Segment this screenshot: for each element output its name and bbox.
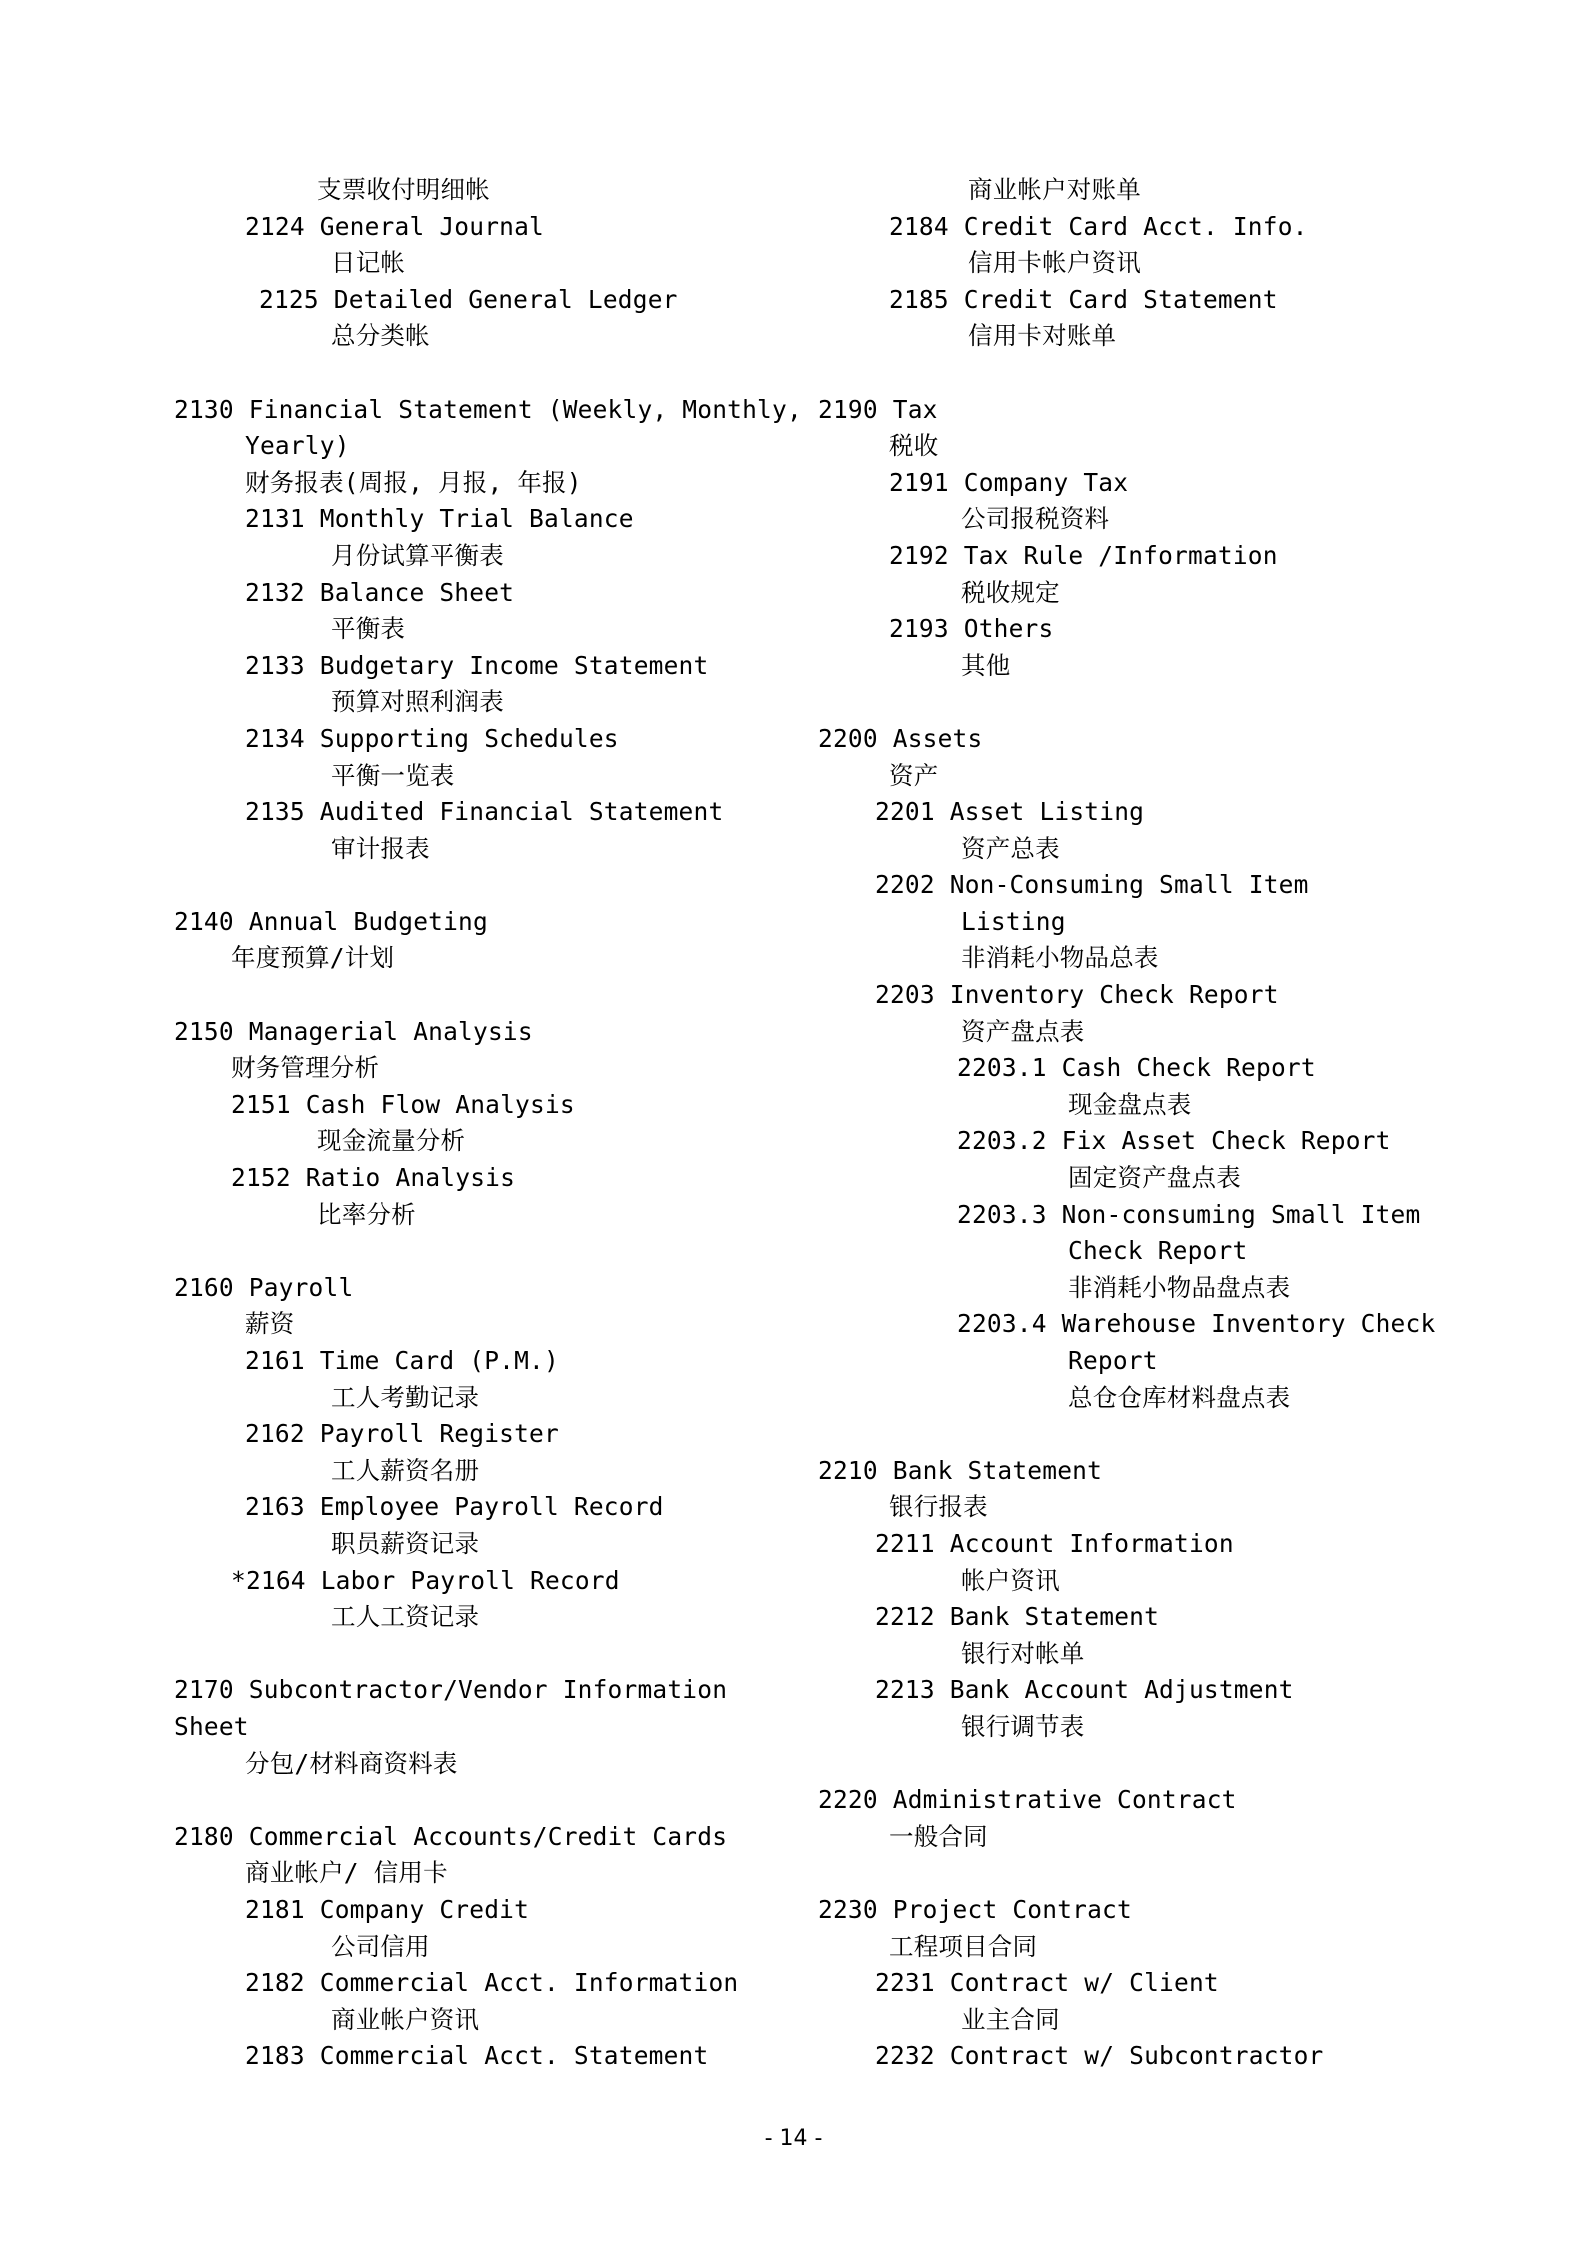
right-column xyxy=(818,172,1458,2075)
index-entry: 2161 Time Card (P.M.) xyxy=(245,1346,559,1375)
index-entry: 2203.4 Warehouse Inventory Check xyxy=(957,1309,1436,1339)
index-entry: 2140 Annual Budgeting xyxy=(174,906,488,936)
blank-line xyxy=(818,684,1458,721)
index-entry: 2124 General Journal xyxy=(245,211,545,241)
index-entry: 平衡表 xyxy=(331,614,406,644)
index-entry: 非消耗小物品总表 xyxy=(961,943,1159,973)
index-entry: 一般合同 xyxy=(889,1821,988,1851)
index-entry: 2133 Budgetary Income Statement xyxy=(245,650,709,680)
index-entry: 2202 Non-Consuming Small Item xyxy=(875,870,1309,900)
index-entry: Report xyxy=(1068,1346,1158,1375)
index-entry: 2134 Supporting Schedules xyxy=(245,723,619,753)
index-entry: 2201 Asset Listing xyxy=(875,797,1145,827)
index-entry: 2210 Bank Statement xyxy=(818,1455,1103,1485)
index-entry: 工人薪资名册 xyxy=(331,1455,480,1485)
index-entry: 帐户资讯 xyxy=(961,1565,1060,1595)
index-entry: 2152 Ratio Analysis xyxy=(231,1163,516,1193)
index-entry: Yearly) xyxy=(245,431,350,461)
index-entry: 2130 Financial Statement (Weekly, Monthly, xyxy=(174,394,802,424)
index-entry: Sheet xyxy=(174,1711,249,1741)
index-entry: 资产总表 xyxy=(961,833,1060,863)
index-entry: 2182 Commercial Acct. Information xyxy=(245,1968,739,1998)
blank-line xyxy=(174,867,774,904)
index-entry: 业主合同 xyxy=(961,2004,1060,2034)
index-entry: 2150 Managerial Analysis xyxy=(174,1016,533,1046)
index-entry: 2190 Tax xyxy=(818,394,938,424)
blank-line xyxy=(174,1782,774,1819)
index-entry: 银行对帐单 xyxy=(961,1638,1085,1668)
index-entry: 2191 Company Tax xyxy=(889,467,1129,497)
index-entry: 商业帐户资讯 xyxy=(331,2004,480,2034)
index-entry: 职员薪资记录 xyxy=(331,1528,480,1558)
index-entry: 银行报表 xyxy=(889,1492,988,1522)
blank-line xyxy=(174,1233,774,1270)
index-entry: 2151 Cash Flow Analysis xyxy=(231,1089,575,1119)
index-entry: 2213 Bank Account Adjustment xyxy=(875,1675,1294,1705)
blank-line xyxy=(818,355,1458,392)
index-entry: 2125 Detailed General Ledger xyxy=(259,284,678,314)
index-entry: 分包/材料商资料表 xyxy=(245,1748,458,1778)
index-entry: 平衡一览表 xyxy=(331,760,455,790)
index-entry: 2181 Company Credit xyxy=(245,1894,530,1924)
index-entry: 财务管理分析 xyxy=(231,1053,380,1083)
index-entry: 2232 Contract w/ Subcontractor xyxy=(875,2041,1324,2071)
index-entry: 2184 Credit Card Acct. Info. xyxy=(889,211,1308,241)
index-entry: 2185 Credit Card Statement xyxy=(889,284,1278,314)
index-entry: 2135 Audited Financial Statement xyxy=(245,797,724,827)
index-entry: 2180 Commercial Accounts/Credit Cards xyxy=(174,1821,728,1851)
index-entry: 2170 Subcontractor/Vendor Information xyxy=(174,1675,728,1705)
index-entry: 2192 Tax Rule /Information xyxy=(889,540,1278,570)
index-entry: 2163 Employee Payroll Record xyxy=(245,1492,664,1522)
index-entry: 比率分析 xyxy=(317,1199,416,1229)
index-entry: 公司信用 xyxy=(331,1931,430,1961)
index-entry: 总仓仓库材料盘点表 xyxy=(1068,1382,1291,1412)
blank-line xyxy=(174,977,774,1014)
blank-line xyxy=(174,1636,774,1673)
index-entry: 税收规定 xyxy=(961,577,1060,607)
index-entry: *2164 Labor Payroll Record xyxy=(231,1565,620,1595)
index-entry: 非消耗小物品盘点表 xyxy=(1068,1272,1291,1302)
index-entry: 2231 Contract w/ Client xyxy=(875,1968,1219,1998)
index-entry: 税收 xyxy=(889,431,939,461)
index-entry: 2212 Bank Statement xyxy=(875,1602,1160,1632)
index-entry: 资产盘点表 xyxy=(961,1016,1085,1046)
index-entry: 固定资产盘点表 xyxy=(1068,1163,1241,1193)
index-entry: 公司报税资料 xyxy=(961,504,1110,534)
index-entry: 2200 Assets xyxy=(818,723,983,753)
index-entry: 2160 Payroll xyxy=(174,1272,354,1302)
index-entry: 薪资 xyxy=(245,1309,295,1339)
index-entry: 信用卡对账单 xyxy=(968,321,1117,351)
blank-line xyxy=(818,1855,1458,1892)
index-entry: 2132 Balance Sheet xyxy=(245,577,515,607)
blank-line xyxy=(818,1746,1458,1783)
index-entry: 2162 Payroll Register xyxy=(245,1419,559,1449)
index-entry: 2220 Administrative Contract xyxy=(818,1785,1237,1815)
index-entry: 商业帐户对账单 xyxy=(968,175,1141,204)
index-entry: 财务报表(周报, 月报, 年报) xyxy=(245,467,582,497)
index-entry: 2203.1 Cash Check Report xyxy=(957,1053,1316,1083)
index-entry: 工人工资记录 xyxy=(331,1602,480,1632)
index-entry: 商业帐户/ 信用卡 xyxy=(245,1858,448,1888)
index-entry: 月份试算平衡表 xyxy=(331,540,504,570)
page-number: - 14 - xyxy=(764,2126,823,2151)
index-entry: Listing xyxy=(961,906,1066,936)
index-entry: 现金流量分析 xyxy=(317,1126,466,1156)
index-entry: 2230 Project Contract xyxy=(818,1894,1132,1924)
index-entry: 2183 Commercial Acct. Statement xyxy=(245,2041,709,2071)
index-entry: 2203 Inventory Check Report xyxy=(875,980,1279,1010)
index-entry: 银行调节表 xyxy=(961,1711,1085,1741)
left-column xyxy=(174,172,802,2075)
index-entry: 预算对照利润表 xyxy=(331,687,504,717)
index-entry: 总分类帐 xyxy=(331,321,430,351)
index-entry: 资产 xyxy=(889,760,939,790)
index-entry: 审计报表 xyxy=(331,833,430,863)
index-entry: 2211 Account Information xyxy=(875,1528,1234,1558)
blank-line xyxy=(174,355,774,392)
blank-line xyxy=(818,1416,1458,1453)
index-entry: 信用卡帐户资讯 xyxy=(968,248,1141,278)
index-entry: 年度预算/计划 xyxy=(231,943,395,973)
index-entry: 现金盘点表 xyxy=(1068,1089,1192,1119)
index-entry: 工程项目合同 xyxy=(889,1931,1038,1961)
index-entry: 工人考勤记录 xyxy=(331,1382,480,1412)
index-entry: 2203.3 Non-consuming Small Item xyxy=(957,1199,1421,1229)
index-entry: 2193 Others xyxy=(889,614,1054,644)
index-entry: 2131 Monthly Trial Balance xyxy=(245,504,634,534)
index-entry: 其他 xyxy=(961,650,1011,680)
index-entry: Check Report xyxy=(1068,1236,1248,1266)
index-entry: 2203.2 Fix Asset Check Report xyxy=(957,1126,1391,1156)
index-entry: 日记帐 xyxy=(331,248,406,278)
index-entry: 支票收付明细帐 xyxy=(317,175,490,204)
